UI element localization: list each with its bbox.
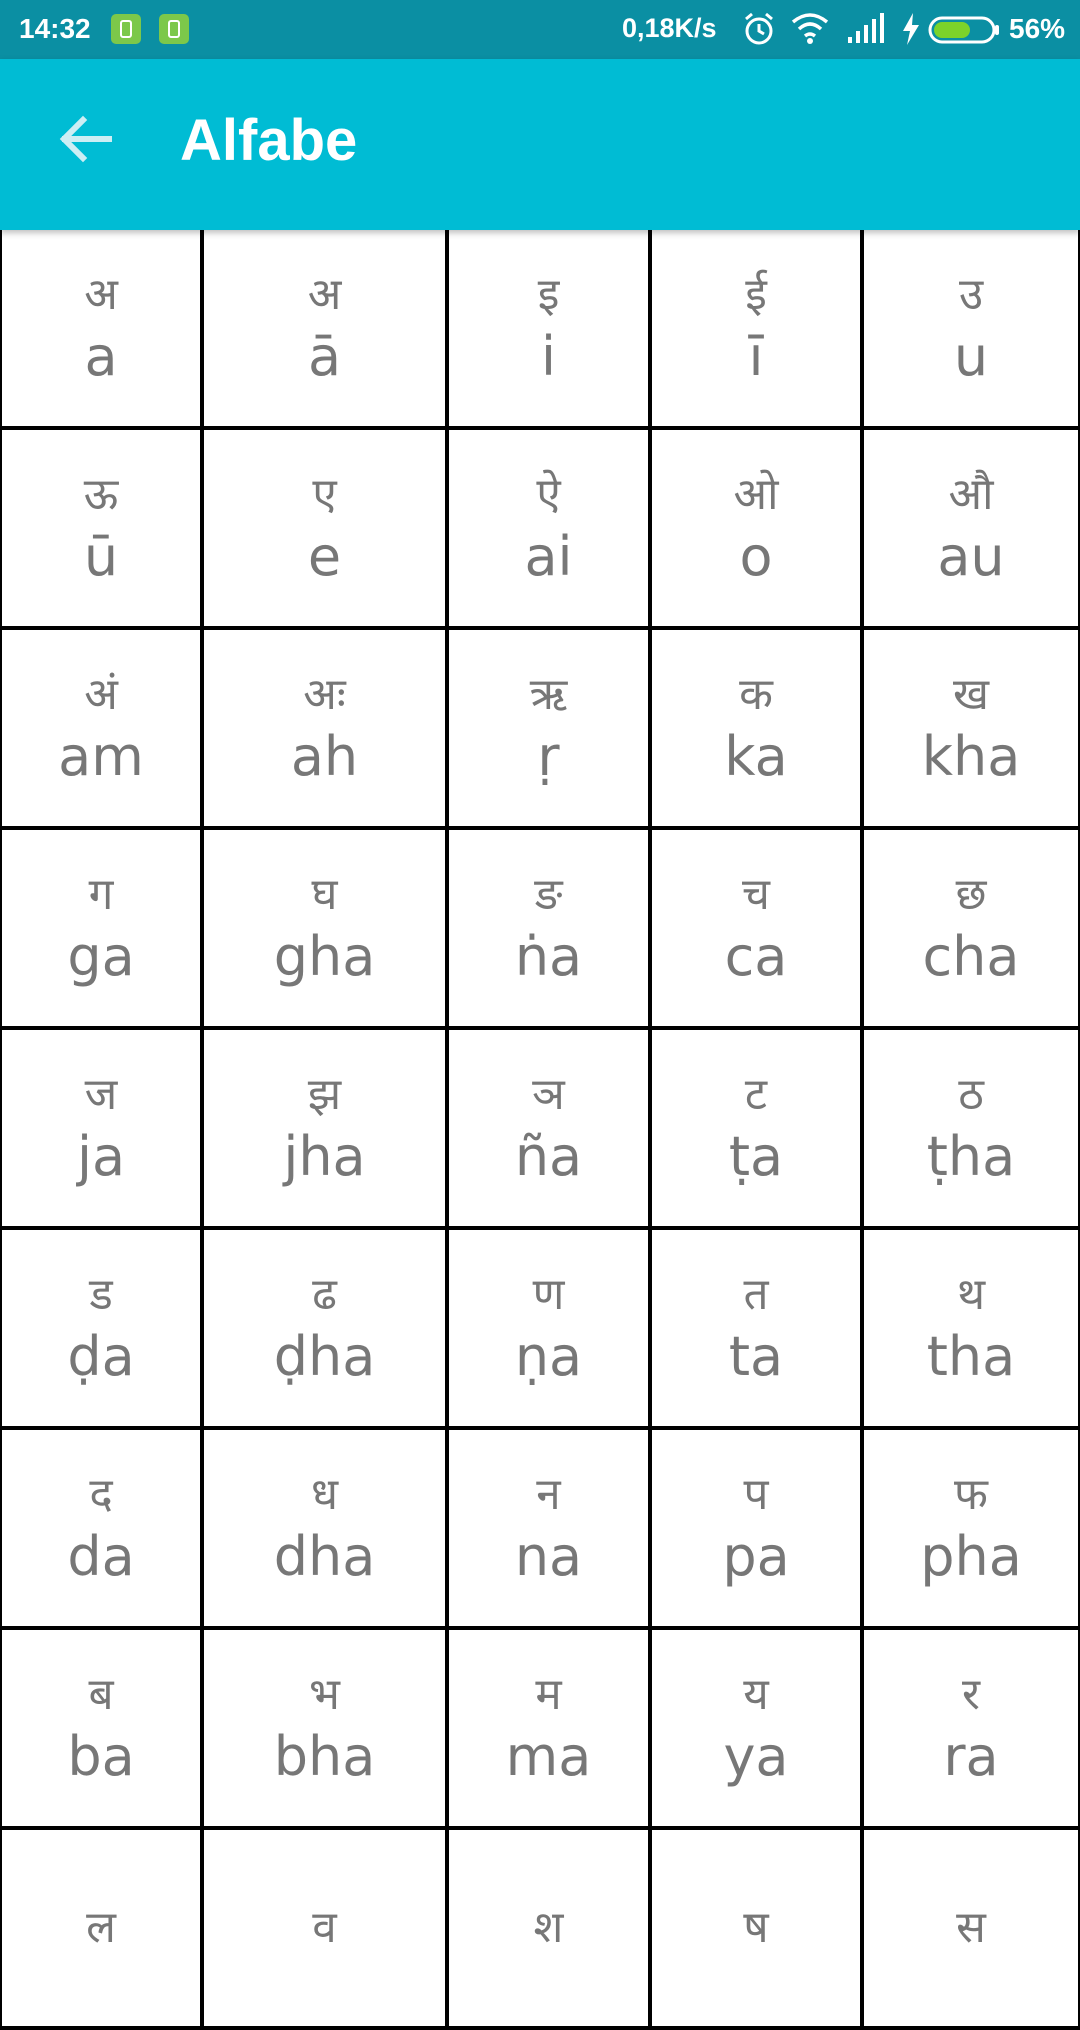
- letter-cell[interactable]: [2, 430, 204, 630]
- transliteration: tha: [926, 1325, 1016, 1388]
- letter-cell[interactable]: [2, 1230, 204, 1430]
- letter-cell[interactable]: [864, 630, 1080, 830]
- letter-cell[interactable]: [864, 1230, 1080, 1430]
- letter-cell[interactable]: [449, 630, 652, 830]
- devanagari-letter: अः: [303, 669, 346, 720]
- letter-cell[interactable]: [864, 230, 1080, 430]
- letter-cell[interactable]: [864, 430, 1080, 630]
- transliteration: ca: [724, 925, 788, 988]
- transliteration: ṭa: [728, 1125, 784, 1188]
- transliteration: pa: [722, 1525, 790, 1588]
- devanagari-letter: र: [962, 1669, 980, 1720]
- transliteration: ṇa: [514, 1325, 583, 1388]
- devanagari-letter: य: [743, 1669, 769, 1720]
- devanagari-letter: अ: [307, 269, 342, 320]
- devanagari-letter: द: [89, 1469, 113, 1520]
- devanagari-letter: उ: [958, 269, 984, 320]
- letter-cell[interactable]: [652, 1830, 864, 2030]
- transliteration: cha: [922, 925, 1020, 988]
- devanagari-letter: प: [743, 1469, 769, 1520]
- devanagari-letter: ब: [88, 1669, 114, 1720]
- devanagari-letter: ऐ: [536, 469, 561, 520]
- letter-cell[interactable]: [652, 1230, 864, 1430]
- charging-icon: [900, 11, 922, 47]
- transliteration: ṛ: [537, 725, 560, 788]
- battery-notification-icon: [111, 14, 141, 44]
- alarm-icon: [742, 11, 776, 47]
- devanagari-letter: ञ: [532, 1069, 565, 1120]
- back-button[interactable]: [40, 94, 130, 184]
- battery-icon: [928, 16, 1002, 44]
- letter-cell[interactable]: [204, 230, 449, 430]
- letter-cell[interactable]: [2, 1630, 204, 1830]
- transliteration: ā: [307, 325, 342, 388]
- devanagari-letter: ग: [88, 869, 114, 920]
- transliteration: ḍha: [273, 1325, 376, 1388]
- letter-cell[interactable]: [864, 1430, 1080, 1630]
- transliteration: ba: [67, 1725, 135, 1788]
- devanagari-letter: त: [743, 1269, 769, 1320]
- letter-cell[interactable]: [204, 430, 449, 630]
- letter-cell[interactable]: [2, 1030, 204, 1230]
- letter-cell[interactable]: [204, 1230, 449, 1430]
- letter-cell[interactable]: [449, 230, 652, 430]
- letter-cell[interactable]: [652, 1430, 864, 1630]
- devanagari-letter: ठ: [958, 1069, 984, 1120]
- letter-cell[interactable]: [204, 830, 449, 1030]
- devanagari-letter: ख: [953, 669, 989, 720]
- app-bar: [0, 59, 1080, 230]
- transliteration: bha: [273, 1725, 376, 1788]
- transliteration: i: [540, 325, 556, 388]
- transliteration: ū: [83, 525, 119, 588]
- letter-cell[interactable]: [864, 830, 1080, 1030]
- transliteration: ṅa: [514, 925, 583, 988]
- transliteration: u: [953, 325, 989, 388]
- letter-cell[interactable]: [864, 1830, 1080, 2030]
- transliteration: e: [307, 525, 342, 588]
- devanagari-letter: न: [536, 1469, 561, 1520]
- android-notification-icon: [159, 14, 189, 44]
- letter-cell[interactable]: [449, 1430, 652, 1630]
- battery-percent: 56%: [1009, 13, 1066, 44]
- letter-cell[interactable]: [2, 630, 204, 830]
- devanagari-letter: ड: [89, 1269, 113, 1320]
- devanagari-letter: ल: [86, 1902, 116, 1953]
- devanagari-letter: अ: [84, 269, 118, 320]
- transliteration: ma: [505, 1725, 592, 1788]
- letter-cell[interactable]: [2, 1830, 204, 2030]
- devanagari-letter: ट: [744, 1069, 768, 1120]
- transliteration: ai: [524, 525, 573, 588]
- letter-cell[interactable]: [449, 830, 652, 1030]
- letter-cell[interactable]: [864, 1030, 1080, 1230]
- letter-cell[interactable]: [864, 1630, 1080, 1830]
- devanagari-letter: ज: [84, 1069, 118, 1120]
- letter-cell[interactable]: [204, 1630, 449, 1830]
- wifi-icon: [790, 11, 830, 45]
- transliteration: ka: [724, 725, 788, 788]
- transliteration: pha: [920, 1525, 1022, 1588]
- transliteration: o: [739, 525, 773, 588]
- devanagari-letter: ङ: [534, 869, 563, 920]
- letter-cell[interactable]: [2, 230, 204, 430]
- letter-cell[interactable]: [449, 430, 652, 630]
- transliteration: ta: [728, 1325, 784, 1388]
- devanagari-letter: ओ: [733, 469, 779, 520]
- devanagari-letter: क: [739, 669, 773, 720]
- transliteration: au: [937, 525, 1005, 588]
- transliteration: dha: [273, 1525, 376, 1588]
- transliteration: ah: [290, 725, 359, 788]
- letter-cell[interactable]: [652, 1630, 864, 1830]
- letter-cell[interactable]: [449, 1830, 652, 2030]
- devanagari-letter: ऊ: [83, 469, 119, 520]
- devanagari-letter: घ: [311, 869, 338, 920]
- letter-cell[interactable]: [204, 1030, 449, 1230]
- devanagari-letter: औ: [948, 469, 994, 520]
- transliteration: gha: [273, 925, 376, 988]
- devanagari-letter: ध: [310, 1469, 339, 1520]
- letter-cell[interactable]: [449, 1230, 652, 1430]
- letter-cell[interactable]: [652, 830, 864, 1030]
- transliteration: ṭha: [926, 1125, 1016, 1188]
- letter-cell[interactable]: [204, 1830, 449, 2030]
- transliteration: ī: [748, 325, 764, 388]
- letter-cell[interactable]: [204, 1430, 449, 1630]
- devanagari-letter: च: [742, 869, 770, 920]
- letter-cell[interactable]: [2, 830, 204, 1030]
- transliteration: na: [514, 1525, 583, 1588]
- transliteration: a: [84, 325, 118, 388]
- devanagari-letter: फ: [954, 1469, 988, 1520]
- transliteration: ḍa: [67, 1325, 135, 1388]
- devanagari-letter: इ: [537, 269, 560, 320]
- signal-icon: [846, 11, 886, 45]
- devanagari-letter: स: [956, 1902, 986, 1953]
- devanagari-letter: ई: [745, 269, 767, 320]
- devanagari-letter: ए: [312, 469, 337, 520]
- transliteration: ra: [943, 1725, 999, 1788]
- arrow-back-icon: [57, 114, 113, 164]
- devanagari-letter: थ: [956, 1269, 986, 1320]
- letter-cell[interactable]: [449, 1630, 652, 1830]
- transliteration: ya: [723, 1725, 789, 1788]
- letter-cell[interactable]: [652, 630, 864, 830]
- transliteration: am: [58, 725, 144, 788]
- devanagari-letter: म: [535, 1669, 562, 1720]
- page-title: Alfabe: [180, 108, 358, 173]
- devanagari-letter: झ: [307, 1069, 342, 1120]
- devanagari-letter: अं: [84, 669, 118, 720]
- letter-cell[interactable]: [449, 1030, 652, 1230]
- status-time: 14:32: [19, 13, 91, 44]
- alphabet-grid: [0, 230, 1080, 2030]
- letter-cell[interactable]: [652, 230, 864, 430]
- status-bar: [0, 0, 1080, 59]
- transliteration: ña: [514, 1125, 583, 1188]
- devanagari-letter: ढ: [312, 1269, 337, 1320]
- letter-cell[interactable]: [2, 1430, 204, 1630]
- letter-cell[interactable]: [652, 1030, 864, 1230]
- transliteration: kha: [921, 725, 1021, 788]
- devanagari-letter: ष: [743, 1902, 769, 1953]
- letter-cell[interactable]: [204, 630, 449, 830]
- network-speed: 0,18K/s: [622, 13, 717, 43]
- devanagari-letter: व: [312, 1902, 337, 1953]
- transliteration: ga: [67, 925, 135, 988]
- transliteration: jha: [283, 1125, 366, 1188]
- transliteration: ja: [76, 1125, 126, 1188]
- devanagari-letter: छ: [955, 869, 987, 920]
- devanagari-letter: श: [533, 1902, 564, 1953]
- transliteration: da: [67, 1525, 135, 1588]
- letter-cell[interactable]: [652, 430, 864, 630]
- devanagari-letter: ण: [532, 1269, 565, 1320]
- devanagari-letter: ऋ: [529, 669, 568, 720]
- devanagari-letter: भ: [309, 1669, 340, 1720]
